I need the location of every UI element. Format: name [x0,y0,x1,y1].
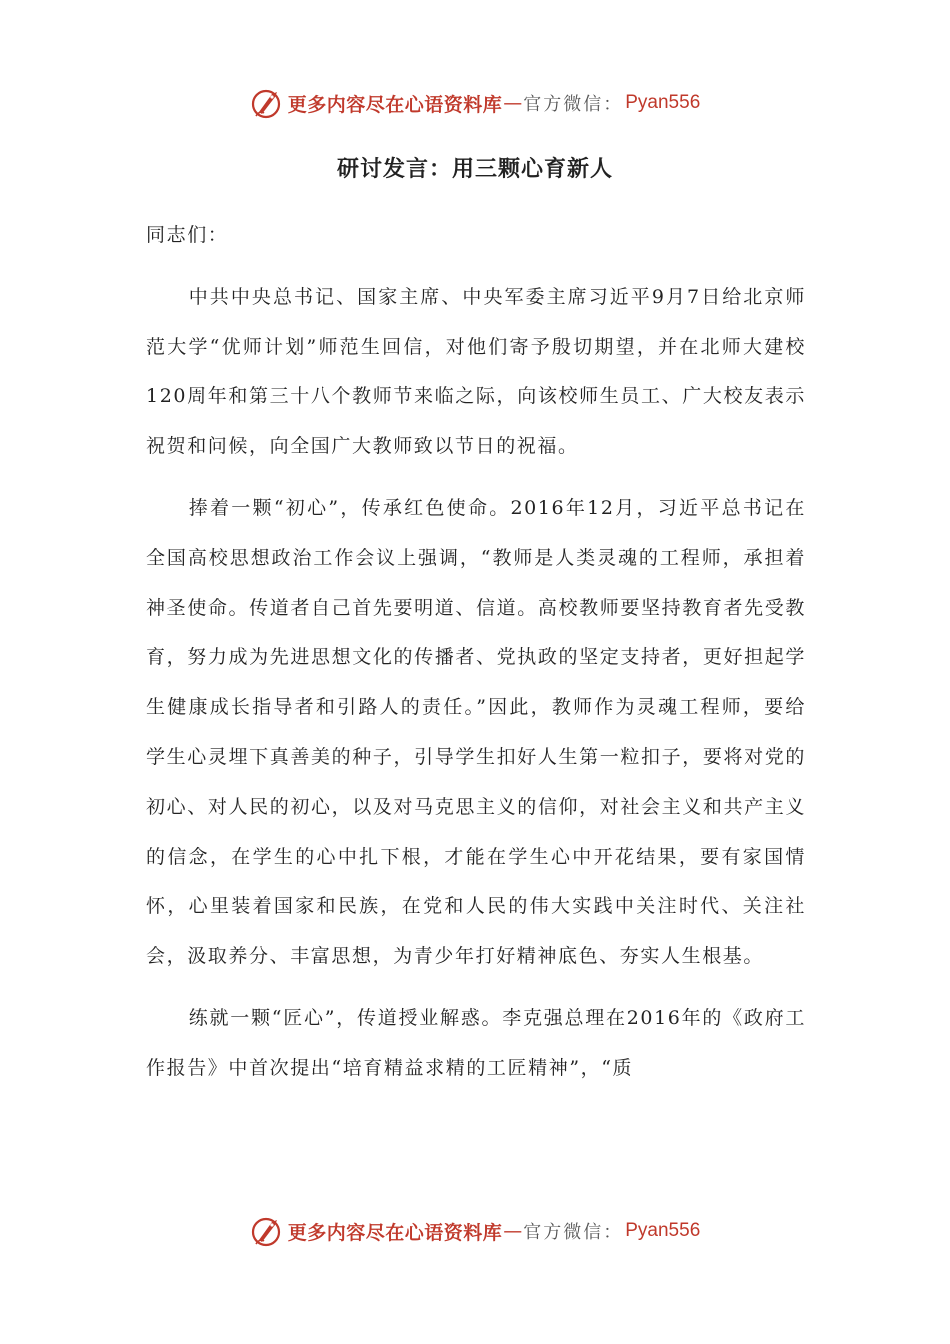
header-banner-dash: — [503,92,523,114]
header-banner [0,83,950,123]
paragraph-3: 练就一颗“匠心”，传道授业解惑。李克强总理在2016年的《政府工作报告》中首次提出“培育精益求精的工匠精神”，“质 [146,1006,806,1079]
header-wechat-id: Pyan556 [625,92,701,113]
pen-nib-logo-icon [250,1214,284,1248]
paragraph-1: 中共中央总书记、国家主席、中央军委主席习近平9月7日给北京师范大学“优师计划”师范生回信，对他们寄予殷切期望，并在北师大建校120周年和第三十八个教师节来临之际，向该校师生员工、广大校友表示祝贺和问候，向全国广大教师致以节日的祝福。 [146,285,806,458]
document-title: 研讨发言：用三颗心育新人 [336,157,613,182]
footer-banner-text: 更多内容尽在心语资料库 [287,1221,503,1244]
header-wechat-label: 官方微信： [523,94,624,115]
salutation: 同志们： [146,224,229,246]
document-body [146,211,806,1106]
header-banner-text: 更多内容尽在心语资料库 [287,93,503,116]
footer-wechat-label: 官方微信： [523,1222,624,1243]
footer-wechat-id: Pyan556 [625,1220,701,1241]
pen-nib-logo-icon [250,86,284,120]
footer-banner-dash: — [503,1220,523,1242]
paragraph-2: 捧着一颗“初心”，传承红色使命。2016年12月，习近平总书记在全国高校思想政治工作会议上强调，“教师是人类灵魂的工程师，承担着神圣使命。传道者自己首先要明道、信道。高校教师要坚持教育者先受教育，努力成为先进思想文化的传播者、党执政的坚定支持者，更好担起学生健康成长指导者和引路人的责任。”因此，教师作为灵魂工程师，要给学生心灵埋下真善美的种子，引导学生扣好人生第一粒扣子，要将对党的初心、对人民的初心，以及对马克思主义的信仰，对社会主义和共产主义的信念，在学生的心中扎下根，才能在学生心中开花结果，要有家国情怀，心里装着国家和民族，在党和人民的伟大实践中关注时代、关注社会，汲取养分、丰富思想，为青少年打好精神底色、夯实人生根基。 [146,496,806,968]
footer-banner [0,1211,950,1251]
